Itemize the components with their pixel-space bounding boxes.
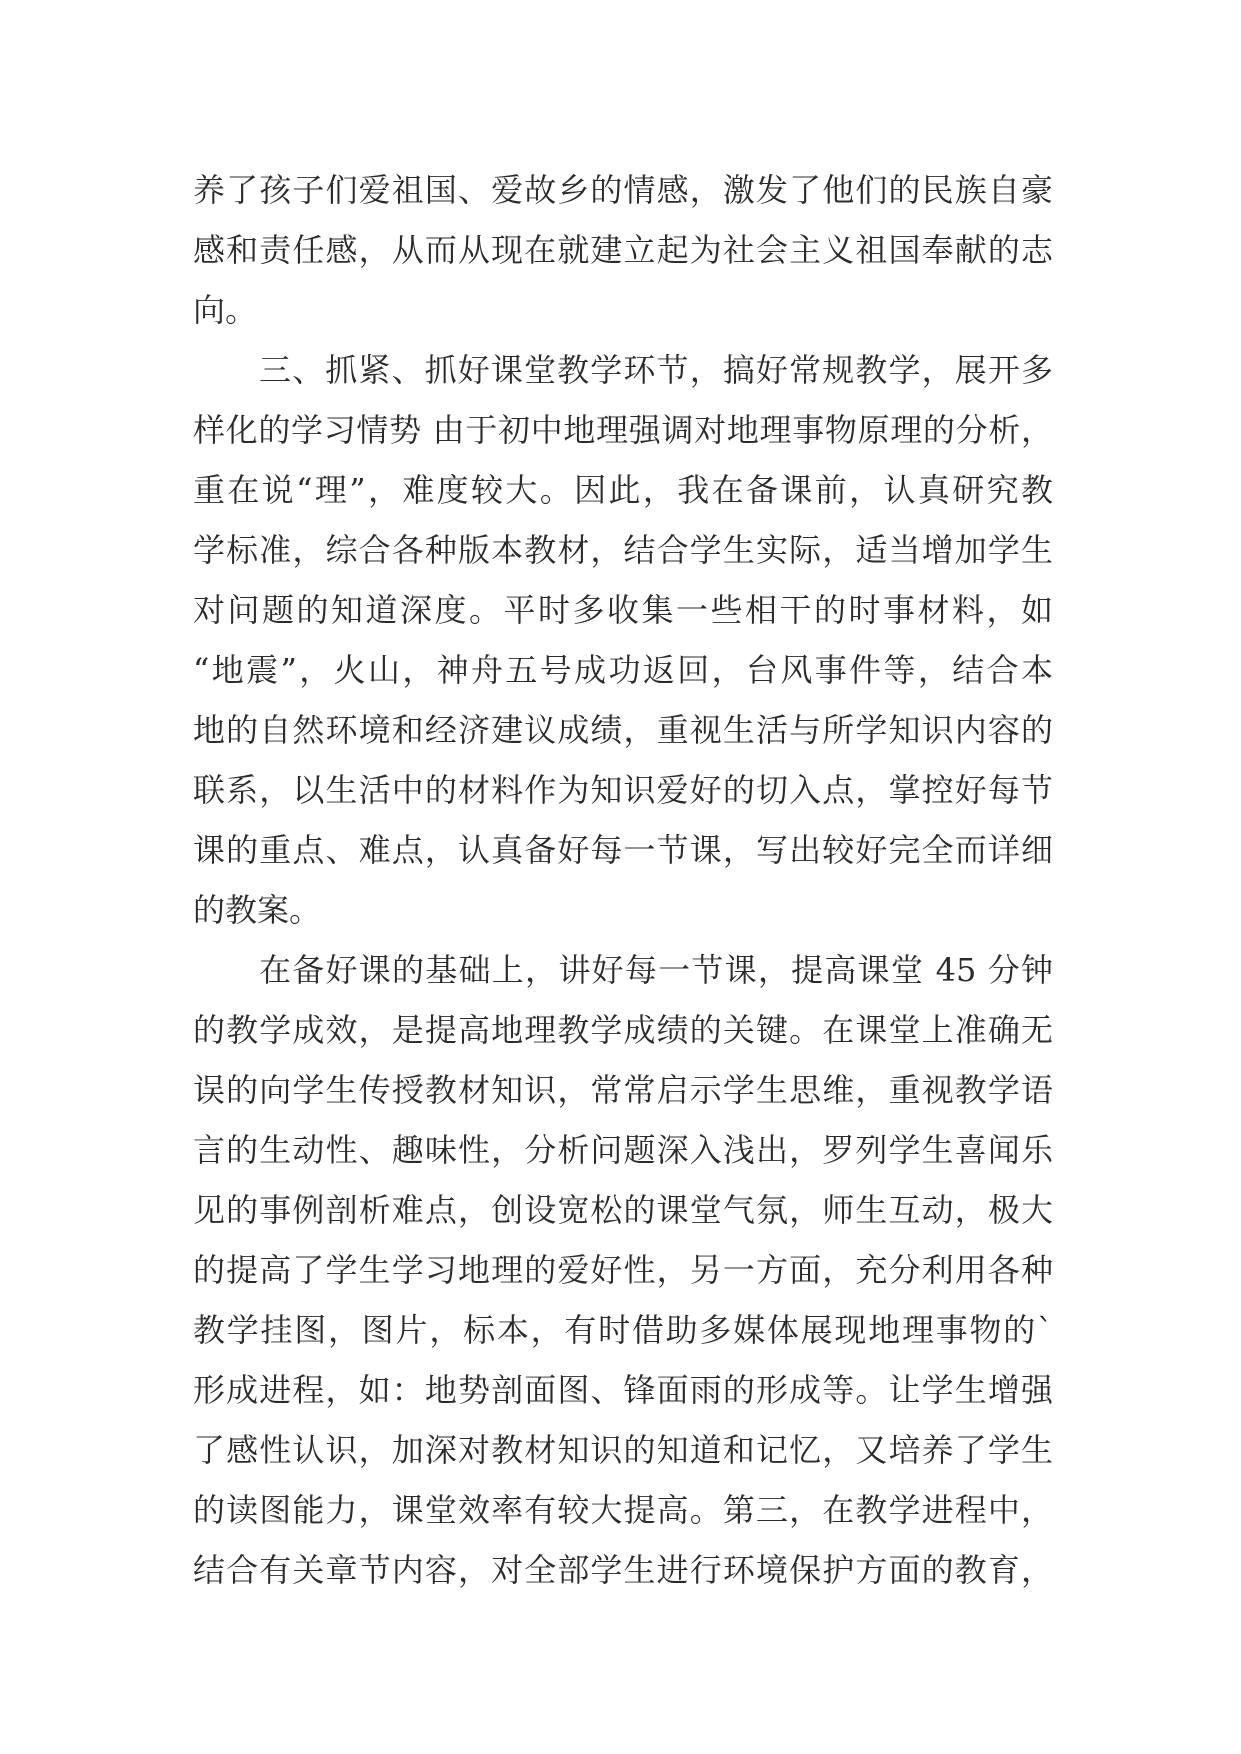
text-line: 言的生动性、趣味性，分析问题深入浅出，罗列学生喜闻乐	[193, 1131, 1053, 1169]
text-line: 的教学成效，是提高地理教学成绩的关键。在课堂上准确无	[193, 1011, 1053, 1049]
text-line: 见的事例剖析难点，创设宽松的课堂气氛，师生互动，极大	[193, 1191, 1053, 1229]
text-line: 样化的学习情势 由于初中地理强调对地理事物原理的分析，	[193, 411, 1053, 449]
text-line: 向。	[193, 291, 258, 329]
text-line: 结合有关章节内容，对全部学生进行环境保护方面的教育，	[193, 1551, 1053, 1589]
text-line: 学标准，综合各种版本教材，结合学生实际，适当增加学生	[193, 531, 1053, 569]
text-line: 在备好课的基础上，讲好每一节课，提高课堂 45 分钟	[259, 951, 1053, 989]
text-line: 三、抓紧、抓好课堂教学环节，搞好常规教学，展开多	[259, 351, 1053, 389]
text-line: 的提高了学生学习地理的爱好性，另一方面，充分利用各种	[193, 1251, 1053, 1289]
text-line: 对问题的知道深度。平时多收集一些相干的时事材料，如	[193, 591, 1053, 629]
text-line: 教学挂图，图片，标本，有时借助多媒体展现地理事物的`	[193, 1311, 1053, 1349]
text-line: 重在说“理”，难度较大。因此，我在备课前，认真研究教	[193, 471, 1053, 509]
text-line: “地震”，火山，神舟五号成功返回，台风事件等，结合本	[193, 651, 1053, 689]
text-line: 形成进程，如：地势剖面图、锋面雨的形成等。让学生增强	[193, 1371, 1053, 1409]
text-line: 地的自然环境和经济建议成绩，重视生活与所学知识内容的	[193, 711, 1053, 749]
text-line: 感和责任感，从而从现在就建立起为社会主义祖国奉献的志	[193, 231, 1053, 269]
text-line: 误的向学生传授教材知识，常常启示学生思维，重视教学语	[193, 1071, 1053, 1109]
text-line: 养了孩子们爱祖国、爱故乡的情感，激发了他们的民族自豪	[193, 171, 1053, 209]
text-line: 了感性认识，加深对教材知识的知道和记忆，又培养了学生	[193, 1431, 1053, 1469]
text-line: 课的重点、难点，认真备好每一节课，写出较好完全而详细	[193, 831, 1053, 869]
body-text	[193, 160, 1053, 1600]
text-line: 的教案。	[193, 891, 322, 929]
text-line: 的读图能力，课堂效率有较大提高。第三，在教学进程中，	[193, 1491, 1053, 1529]
text-line: 联系，以生活中的材料作为知识爱好的切入点，掌控好每节	[193, 771, 1053, 809]
